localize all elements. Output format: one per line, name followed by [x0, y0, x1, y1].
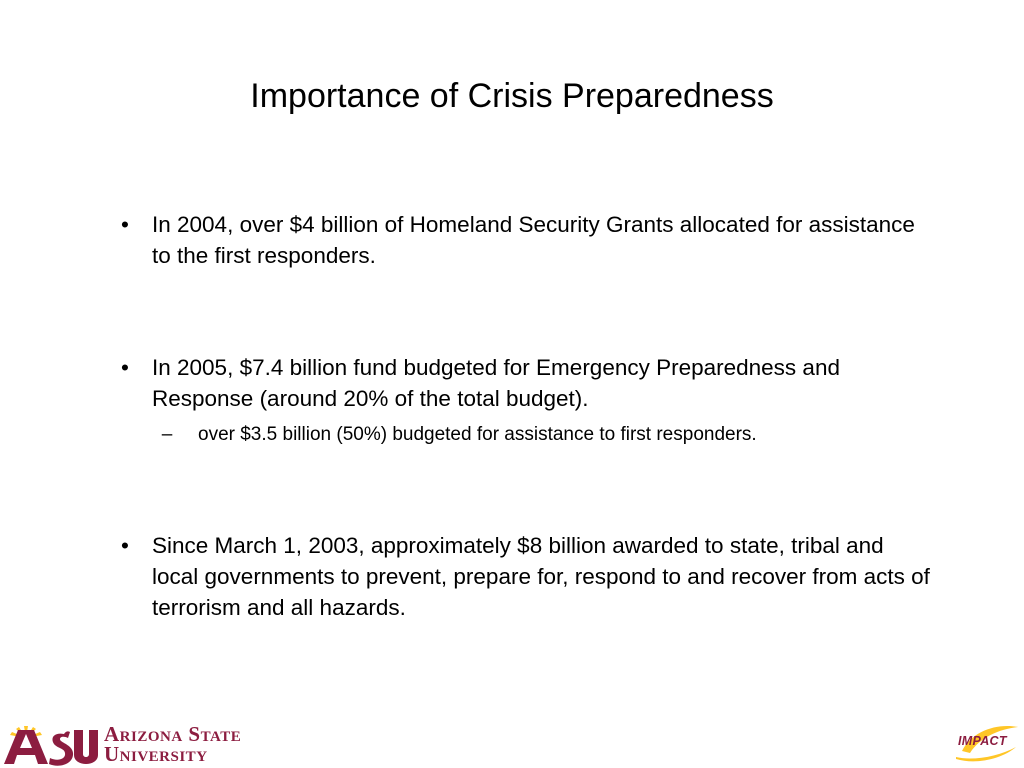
bullet-text: In 2004, over $4 billion of Homeland Security Grants allocated for assistance to the first responders. [152, 212, 915, 268]
sub-bullet-marker: – [161, 424, 173, 445]
asu-wordmark-line-1: Arizona State [104, 722, 242, 746]
sub-bullet-text: over $3.5 billion (50%) budgeted for assistance to first responders. [198, 424, 757, 445]
asu-wordmark-line-2: University [104, 742, 208, 766]
bullet-marker: • [121, 355, 129, 380]
bullet-item [121, 209, 932, 271]
bullet-item [121, 530, 932, 623]
bullet-item [121, 352, 932, 414]
sub-bullet-item [161, 422, 918, 448]
bullet-text: Since March 1, 2003, approximately $8 billion awarded to state, tribal and local governments to prevent, prepare for, respond to and recover from acts of terrorism and all hazards. [152, 533, 930, 620]
asu-sunburst-logo-icon [2, 722, 98, 766]
bullet-marker: • [121, 533, 129, 558]
asu-wordmark [104, 724, 241, 764]
asu-logo [0, 718, 270, 768]
bullet-text: In 2005, $7.4 billion fund budgeted for Emergency Preparedness and Response (around 20% of the total budget). [152, 355, 840, 411]
bullet-marker: • [121, 212, 129, 237]
impact-logo [952, 721, 1020, 765]
slide-title: Importance of Crisis Preparedness [250, 77, 774, 115]
impact-wordmark: IMPACT [958, 734, 1007, 748]
